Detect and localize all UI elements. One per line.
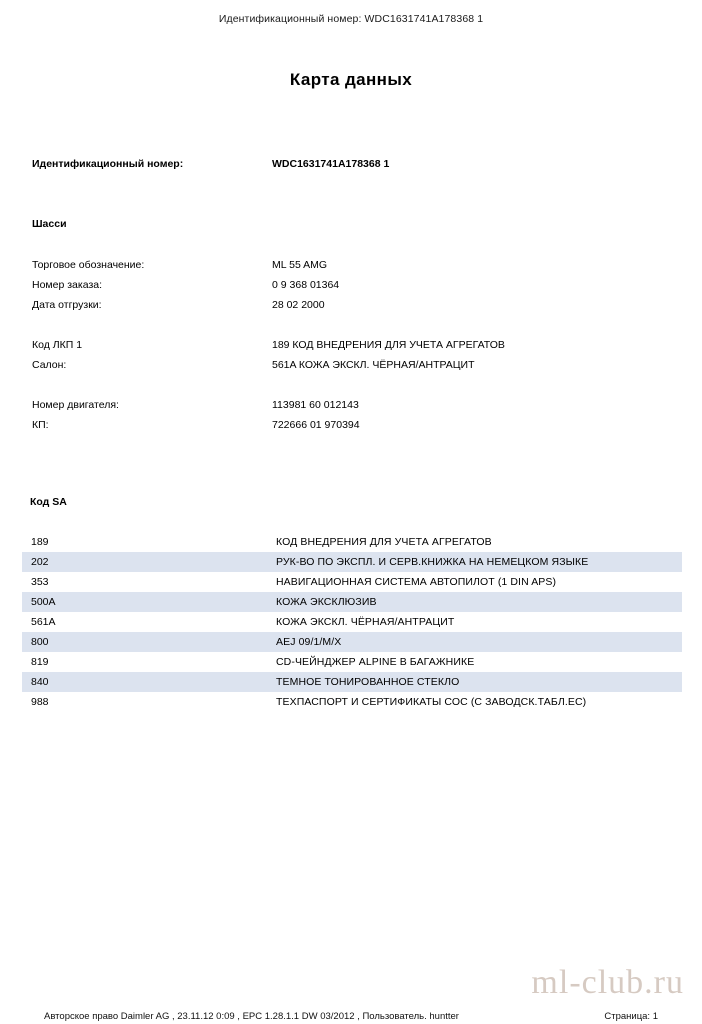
table-row [22,592,682,612]
site-watermark: ml-club.ru [531,964,684,1001]
sa-code-cell: 819 [31,656,49,668]
sa-desc-cell: CD-ЧЕЙНДЖЕР ALPINE В БАГАЖНИКЕ [276,656,475,668]
chassis-section-heading: Шасси [32,218,67,230]
table-row [22,692,682,712]
sa-code-cell: 800 [31,636,49,648]
sa-desc-cell: НАВИГАЦИОННАЯ СИСТЕМА АВТОПИЛОТ (1 DIN APS) [276,576,557,588]
footer-copyright: Авторское право Daimler AG , 23.11.12 0:09 , EPC 1.28.1.1 DW 03/2012 , Пользователь. huntter [44,1011,459,1022]
sa-code-cell: 189 [31,536,49,548]
field-label: Код ЛКП 1 [32,339,83,351]
identification-label: Идентификационный номер: [32,158,184,170]
sa-desc-cell: ТЕХПАСПОРТ И СЕРТИФИКАТЫ СОС (С ЗАВОДСК.ТАБЛ.ЕС) [276,696,587,708]
sa-desc-cell: КОЖА ЭКСКЛЮЗИВ [276,596,377,608]
sa-desc-cell: AEJ 09/1/M/X [276,636,342,648]
sa-desc-cell: ТЕМНОЕ ТОНИРОВАННОЕ СТЕКЛО [276,676,460,688]
field-value: 189 КОД ВНЕДРЕНИЯ ДЛЯ УЧЕТА АГРЕГАТОВ [272,339,505,351]
table-row [22,572,682,592]
field-label: Дата отгрузки: [32,299,102,311]
table-row [22,552,682,572]
field-label: КП: [32,419,49,431]
footer-page-number: Страница: 1 [604,1011,658,1022]
field-value: 722666 01 970394 [272,419,360,431]
sa-code-cell: 500A [31,596,56,608]
field-value: ML 55 AMG [272,259,328,271]
sa-desc-cell: КОЖА ЭКСКЛ. ЧЁРНАЯ/АНТРАЦИТ [276,616,455,628]
field-label: Номер двигателя: [32,399,119,411]
sa-desc-cell: РУК-ВО ПО ЭКСПЛ. И СЕРВ.КНИЖКА НА НЕМЕЦКОМ ЯЗЫКЕ [276,556,589,568]
sa-section-heading: Код SA [30,496,67,508]
identification-value: WDC1631741A178368 1 [272,158,390,170]
table-row [22,632,682,652]
table-row [22,652,682,672]
field-value: 561A КОЖА ЭКСКЛ. ЧЁРНАЯ/АНТРАЦИТ [272,359,475,371]
field-value: 113981 60 012143 [272,399,359,411]
sa-code-cell: 561A [31,616,56,628]
table-row [22,532,682,552]
field-label: Салон: [32,359,67,371]
field-label: Номер заказа: [32,279,103,291]
sa-code-cell: 988 [31,696,49,708]
sa-code-cell: 353 [31,576,49,588]
field-label: Торговое обозначение: [32,259,145,271]
table-row [22,672,682,692]
sa-desc-cell: КОД ВНЕДРЕНИЯ ДЛЯ УЧЕТА АГРЕГАТОВ [276,536,492,548]
sa-code-table [22,532,682,712]
sa-code-cell: 840 [31,676,49,688]
sa-code-cell: 202 [31,556,49,568]
field-value: 0 9 368 01364 [272,279,340,291]
header-identification-line: Идентификационный номер: WDC1631741A178368 1 [218,13,484,25]
page-title: Карта данных [289,70,413,89]
table-row [22,612,682,632]
field-value: 28 02 2000 [272,299,325,311]
